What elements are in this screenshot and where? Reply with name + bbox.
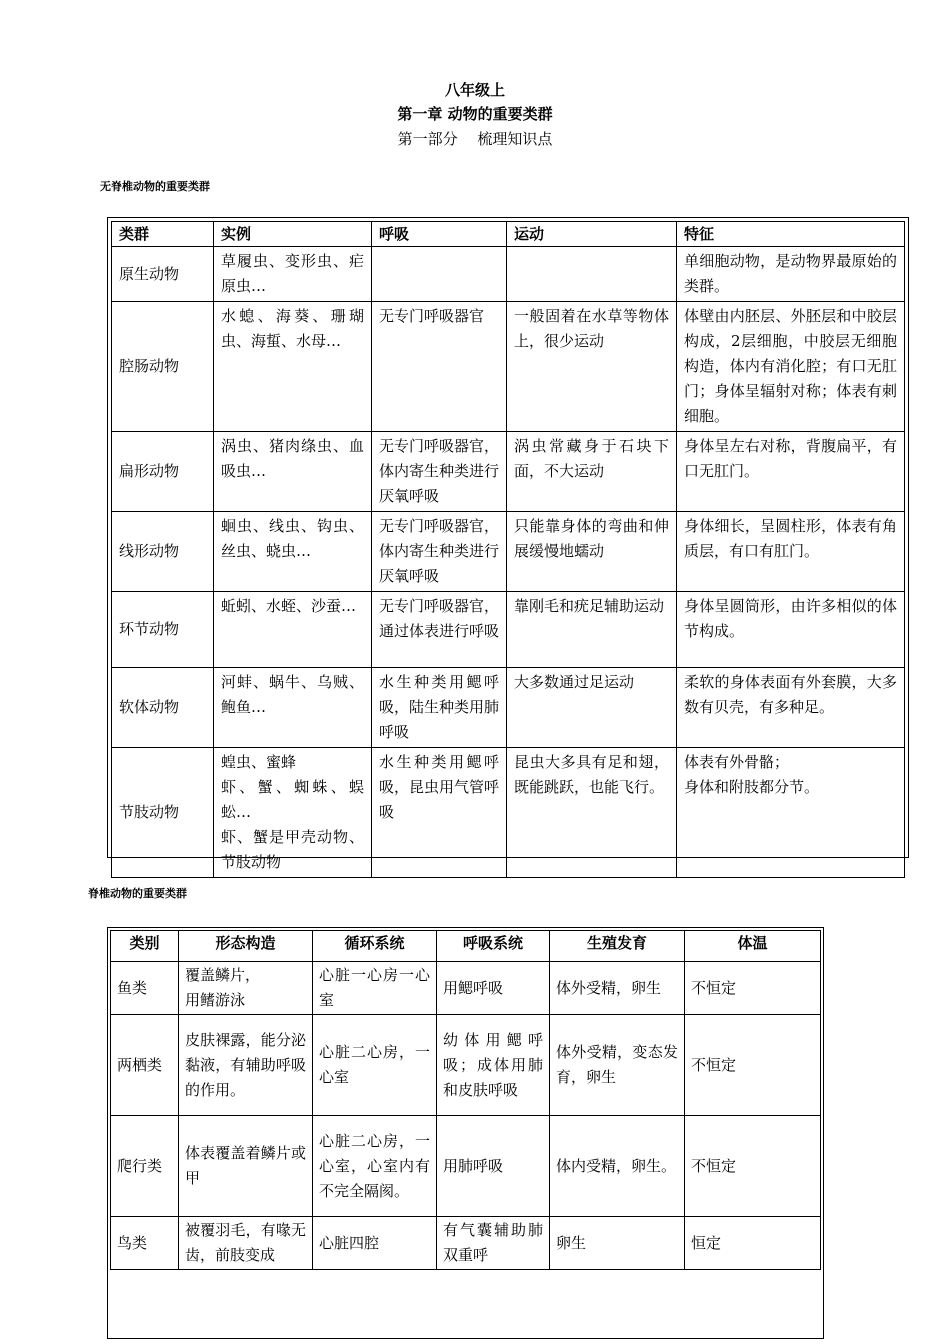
group-cell: 原生动物	[112, 247, 214, 302]
col-header-group: 类群	[112, 222, 214, 247]
respiration-cell: 无专门呼吸器官，体内寄生种类进行厌氧呼吸	[372, 512, 507, 592]
respiration-cell: 有气囊辅助肺双重呼	[437, 1217, 550, 1270]
morphology-cell: 被覆羽毛，有喙无齿，前肢变成	[179, 1217, 313, 1270]
morphology-cell: 皮肤裸露，能分泌黏液，有辅助呼吸的作用。	[179, 1015, 313, 1116]
table-row	[111, 962, 821, 1015]
features-cell: 单细胞动物，是动物界最原始的类群。	[677, 247, 905, 302]
group-cell: 节肢动物	[112, 748, 214, 878]
table-row	[112, 592, 905, 668]
temperature-cell: 不恒定	[685, 962, 821, 1015]
col-header-movement: 运动	[507, 222, 677, 247]
movement-cell: 靠刚毛和疣足辅助运动	[507, 592, 677, 668]
features-cell: 身体呈左右对称，背腹扁平，有口无肛门。	[677, 432, 905, 512]
table-row	[111, 1217, 821, 1270]
group-cell: 环节动物	[112, 592, 214, 668]
respiration-cell	[372, 247, 507, 302]
col-header-morphology: 形态构造	[179, 931, 313, 962]
col-header-temperature: 体温	[685, 931, 821, 962]
respiration-cell: 水生种类用鳃呼吸，昆虫用气管呼吸	[372, 748, 507, 878]
temperature-cell: 不恒定	[685, 1116, 821, 1217]
features-cell: 身体细长，呈圆柱形，体表有角质层，有口有肛门。	[677, 512, 905, 592]
movement-cell	[507, 247, 677, 302]
temperature-cell: 恒定	[685, 1217, 821, 1270]
temperature-cell: 不恒定	[685, 1015, 821, 1116]
class-cell: 爬行类	[111, 1116, 179, 1217]
circulation-cell: 心脏二心房，一心室	[313, 1015, 437, 1116]
col-header-respiration: 呼吸	[372, 222, 507, 247]
col-header-class: 类别	[111, 931, 179, 962]
respiration-cell: 用肺呼吸	[437, 1116, 550, 1217]
vertebrates-header-row	[111, 931, 821, 962]
examples-cell: 草履虫、变形虫、疟原虫…	[214, 247, 372, 302]
respiration-cell: 幼体用鳃呼吸；成体用肺和皮肤呼吸	[437, 1015, 550, 1116]
movement-cell: 昆虫大多具有足和翅，既能跳跃，也能飞行。	[507, 748, 677, 878]
reproduction-cell: 体外受精，变态发育，卵生	[550, 1015, 685, 1116]
invertebrates-header-row	[112, 222, 905, 247]
movement-cell: 涡虫常藏身于石块下面，不大运动	[507, 432, 677, 512]
morphology-cell: 覆盖鳞片， 用鳍游泳	[179, 962, 313, 1015]
class-cell: 鱼类	[111, 962, 179, 1015]
features-cell: 体表有外骨骼； 身体和附肢都分节。	[677, 748, 905, 878]
respiration-cell: 水生种类用鳃呼吸，陆生种类用肺呼吸	[372, 668, 507, 748]
features-cell: 体壁由内胚层、外胚层和中胶层构成，2层细胞，中胶层无细胞构造，体内有消化腔；有口无肛门；身体呈辐射对称；体表有刺细胞。	[677, 302, 905, 432]
table-row	[112, 668, 905, 748]
respiration-cell: 无专门呼吸器官，通过体表进行呼吸	[372, 592, 507, 668]
examples-cell: 蛔虫、线虫、钩虫、丝虫、蛲虫…	[214, 512, 372, 592]
examples-cell: 蝗虫、蜜蜂 虾、蟹、蜘蛛、蜈蚣… 虾、蟹是甲壳动物、节肢动物	[214, 748, 372, 878]
group-cell: 腔肠动物	[112, 302, 214, 432]
col-header-examples: 实例	[214, 222, 372, 247]
examples-cell: 河蚌、蜗牛、乌贼、鲍鱼…	[214, 668, 372, 748]
circulation-cell: 心脏一心房一心室	[313, 962, 437, 1015]
chapter-title: 第一章 动物的重要类群	[397, 105, 553, 123]
class-cell: 两栖类	[111, 1015, 179, 1116]
respiration-cell: 无专门呼吸器官，体内寄生种类进行厌氧呼吸	[372, 432, 507, 512]
group-cell: 扁形动物	[112, 432, 214, 512]
invertebrates-heading: 无脊椎动物的重要类群	[100, 180, 210, 193]
features-cell: 身体呈圆筒形，由许多相似的体节构成。	[677, 592, 905, 668]
movement-cell: 大多数通过足运动	[507, 668, 677, 748]
examples-cell: 蚯蚓、水蛭、沙蚕…	[214, 592, 372, 668]
grade-title: 八年级上	[444, 81, 505, 99]
col-header-reproduction: 生殖发育	[550, 931, 685, 962]
reproduction-cell: 卵生	[550, 1217, 685, 1270]
table-row	[112, 512, 905, 592]
table-row	[112, 247, 905, 302]
reproduction-cell: 体外受精，卵生	[550, 962, 685, 1015]
group-cell: 软体动物	[112, 668, 214, 748]
table-row	[112, 748, 905, 878]
examples-cell: 水螅、海葵、珊瑚虫、海蜇、水母…	[214, 302, 372, 432]
col-header-circulation: 循环系统	[313, 931, 437, 962]
table-row	[112, 302, 905, 432]
movement-cell: 一般固着在水草等物体上，很少运动	[507, 302, 677, 432]
table-row	[111, 1015, 821, 1116]
respiration-cell: 无专门呼吸器官	[372, 302, 507, 432]
part-subtitle: 第一部分 梳理知识点	[397, 130, 553, 148]
features-cell: 柔软的身体表面有外套膜，大多数有贝壳，有多种足。	[677, 668, 905, 748]
circulation-cell: 心脏二心房，一心室，心室内有不完全隔阂。	[313, 1116, 437, 1217]
class-cell: 鸟类	[111, 1217, 179, 1270]
vertebrates-heading: 脊椎动物的重要类群	[88, 887, 187, 900]
group-cell: 线形动物	[112, 512, 214, 592]
morphology-cell: 体表覆盖着鳞片或甲	[179, 1116, 313, 1217]
examples-cell: 涡虫、猪肉绦虫、血吸虫…	[214, 432, 372, 512]
movement-cell: 只能靠身体的弯曲和伸展缓慢地蠕动	[507, 512, 677, 592]
col-header-features: 特征	[677, 222, 905, 247]
invertebrates-table	[111, 221, 905, 878]
respiration-cell: 用鳃呼吸	[437, 962, 550, 1015]
col-header-respiration: 呼吸系统	[437, 931, 550, 962]
circulation-cell: 心脏四腔	[313, 1217, 437, 1270]
table-row	[111, 1116, 821, 1217]
vertebrates-table	[110, 930, 821, 1270]
table-row	[112, 432, 905, 512]
reproduction-cell: 体内受精，卵生。	[550, 1116, 685, 1217]
